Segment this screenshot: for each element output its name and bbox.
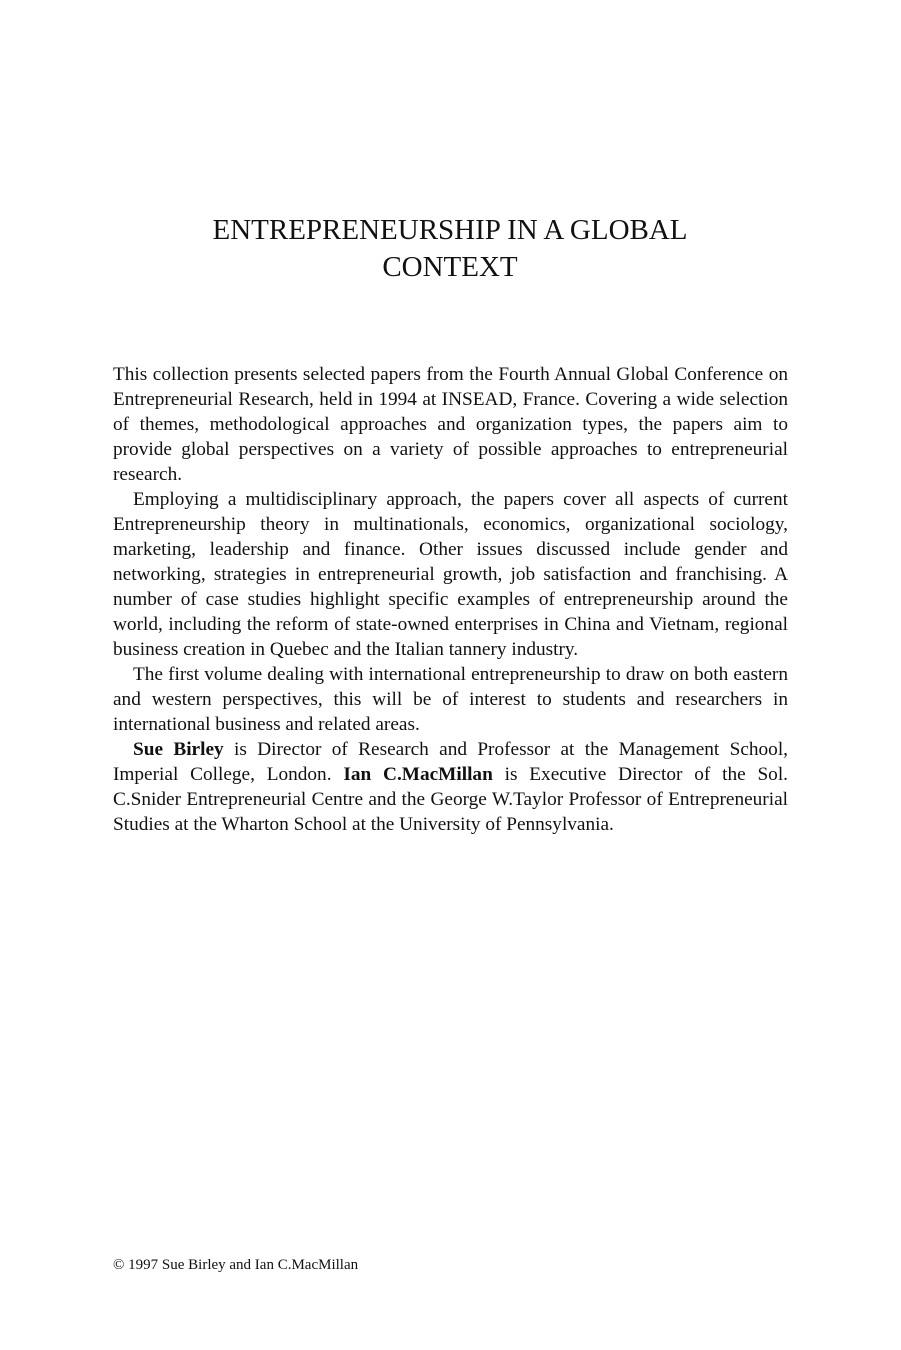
author-name-birley: Sue Birley [133,739,224,760]
paragraph-intro: This collection presents selected papers from the Fourth Annual Global Conference on Entrepreneurial Research, held in 1994 at INSEAD, France. Covering a wide selection of themes, methodological approaches and organization types, the papers aim to provide global perspectives on a variety of possible approaches to entrepreneurial research. [113,364,788,485]
copyright-notice: © 1997 Sue Birley and Ian C.MacMillan [113,1257,359,1273]
author-name-macmillan: Ian C.MacMillan [343,764,493,785]
author-bio-birley: is Director of Research and Professor at the Management School, Imperial College, London. [113,739,788,785]
book-description [113,362,788,837]
author-bio-macmillan: is Executive Director of the Sol. C.Snider Entrepreneurial Centre and the George W.Taylor Professor of Entrepreneurial Studies at the Wharton School at the University of Pennsylvania. [113,764,788,835]
paragraph-approach: Employing a multidisciplinary approach, the papers cover all aspects of current Entrepreneurship theory in multinationals, economics, organizational sociology, marketing, leadership and finance. Other issues discussed include gender and networking, strategies in entrepreneurial growth, job satisfaction and franchising. A number of case studies highlight specific examples of entrepreneurship around the world, including the reform of state-owned enterprises in China and Vietnam, regional business creation in Quebec and the Italian tannery industry. [113,489,788,660]
paragraph-authors [113,737,788,837]
title-line-1: ENTREPRENEURSHIP IN A GLOBAL [212,214,688,246]
page-title [150,212,750,286]
title-line-2: CONTEXT [382,251,518,283]
paragraph-audience: The first volume dealing with international entrepreneurship to draw on both eastern and western perspectives, this will be of interest to students and researchers in international business and related areas. [113,664,788,735]
